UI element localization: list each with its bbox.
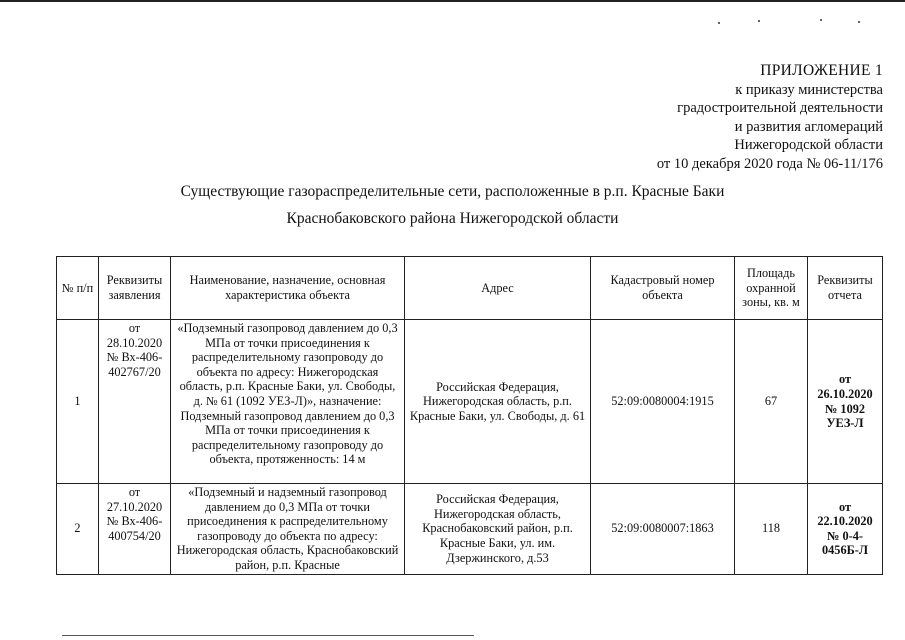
cell-address: Российская Федерация, Нижегородская область, Краснобаковский район, р.п. Красные Баки, ул. им. Дзержинского, д.53: [405, 484, 591, 575]
cell-address: Российская Федерация, Нижегородская область, р.п. Красные Баки, ул. Свободы, д. 61: [405, 320, 591, 484]
document-title-line-1: Существующие газораспределительные сети, расположенные в р.п. Красные Баки: [180, 183, 725, 200]
gas-networks-table: [56, 256, 883, 575]
table-row: [57, 484, 883, 575]
cell-num: 1: [57, 320, 99, 484]
cell-area: 118: [735, 484, 808, 575]
cell-cadastral: 52:09:0080007:1863: [591, 484, 735, 575]
header-report: Реквизиты отчета: [808, 257, 883, 320]
top-border-line: [0, 0, 905, 2]
header-cadastral: Кадастровый номер объекта: [591, 257, 735, 320]
header-address: Адрес: [405, 257, 591, 320]
cell-report: от 22.10.2020 № 0-4-0456Б-Л: [808, 484, 883, 575]
appendix-line: от 10 декабря 2020 года № 06-11/176: [656, 155, 883, 172]
cell-application: от 27.10.2020 № Вх-406-400754/20: [99, 484, 171, 575]
table-header-row: [57, 257, 883, 320]
scan-speck: [820, 19, 822, 21]
appendix-title: ПРИЛОЖЕНИЕ 1: [760, 62, 883, 79]
appendix-line: к приказу министерства: [735, 81, 883, 98]
scan-speck: [718, 22, 720, 24]
header-application: Реквизиты заявления: [99, 257, 171, 320]
cell-report: от 26.10.2020 № 1092 УЕЗ-Л: [808, 320, 883, 484]
cell-cadastral: 52:09:0080004:1915: [591, 320, 735, 484]
table-row: [57, 320, 883, 484]
cell-application: от 28.10.2020 № Вх-406-402767/20: [99, 320, 171, 484]
appendix-line: и развития агломераций: [734, 118, 883, 135]
cell-num: 2: [57, 484, 99, 575]
header-num: № п/п: [57, 257, 99, 320]
bottom-rule-line: [62, 635, 474, 636]
header-area: Площадь охранной зоны, кв. м: [735, 257, 808, 320]
document-title-line-2: Краснобаковского района Нижегородской области: [286, 210, 619, 227]
appendix-line: градостроительной деятельности: [677, 100, 883, 116]
appendix-header: [657, 62, 883, 173]
cell-name: «Подземный и надземный газопровод давлением до 0,3 МПа от точки присоединения к распределительному газопроводу до объекта по адресу: Нижегородская область, Краснобаковский район, р.п. Красные: [171, 484, 405, 575]
scan-speck: [758, 20, 760, 22]
appendix-line: Нижегородской области: [734, 137, 883, 153]
scan-speck: [858, 21, 860, 23]
cell-name: «Подземный газопровод давлением до 0,3 МПа от точки присоединения к распределительному газопроводу до объекта по адресу: Нижегородская область, р.п. Красные Баки, ул. Свободы, д. № 61 (1092 УЕЗ-Л)», назначение: Подземный газопровод давлением до 0,3 МПа от точки присоединения к распределительному газопроводу до объекта, протяженность: 14 м: [171, 320, 405, 484]
header-name: Наименование, назначение, основная характеристика объекта: [171, 257, 405, 320]
cell-area: 67: [735, 320, 808, 484]
